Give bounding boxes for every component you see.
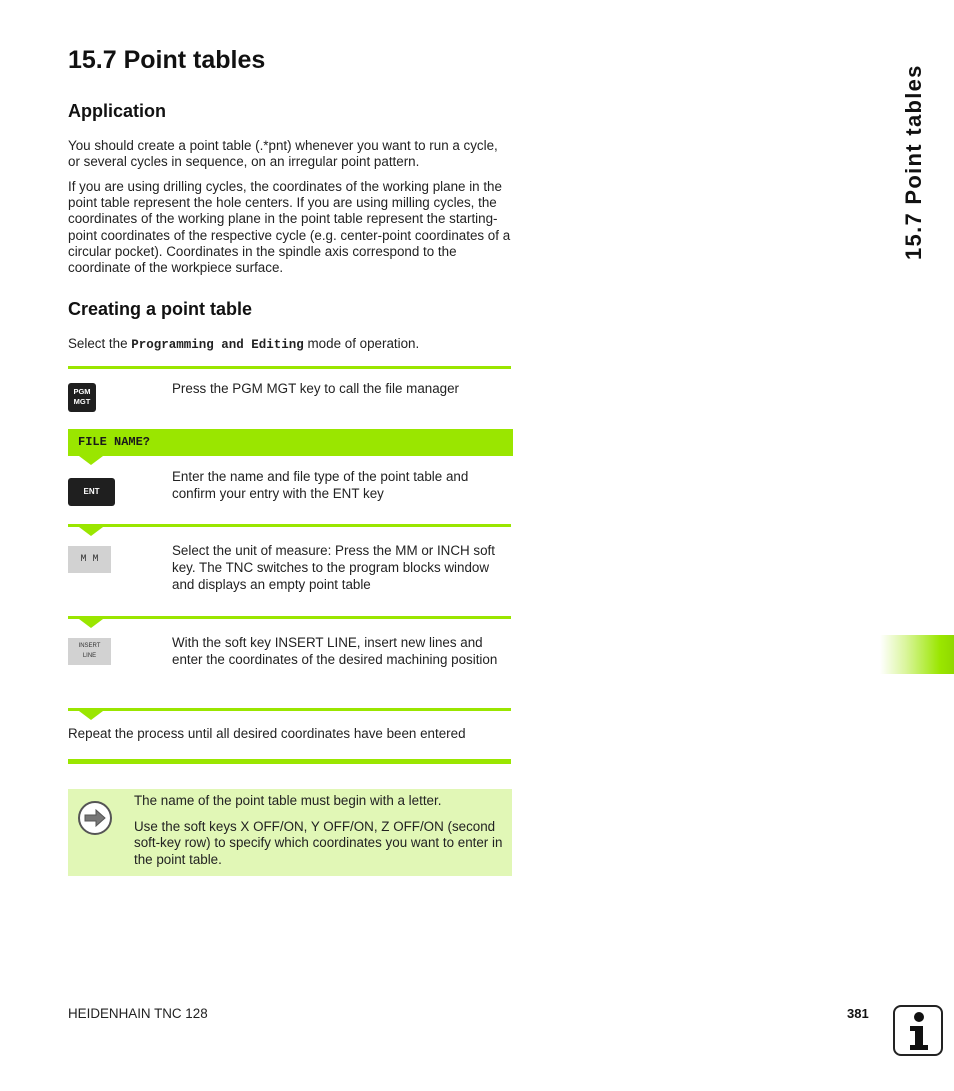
pgm-key-label-2: MGT: [73, 397, 91, 406]
step-ent-text: Enter the name and file type of the point table and confirm your entry with the ENT key: [172, 469, 469, 502]
step-pgm-text: Press the PGM MGT key to call the file manager: [172, 381, 460, 396]
application-paragraph-2: If you are using drilling cycles, the coordinates of the working plane in the point table represent the hole centers. If you are using milling cycles, the coordinates of the working plane in the point table represent the starting-point coordinates of the respective cycle (e.g. center-point coordinates of a circular pocket). Coordinates in the spindle axis correspond to the coordinate of the workpiece surface.: [68, 179, 511, 276]
prompt-bar: [68, 429, 513, 456]
note-line-1: The name of the point table must begin with a letter.: [134, 793, 442, 808]
ent-key[interactable]: ENT: [68, 478, 115, 506]
page-title: 15.7 Point tables: [68, 46, 266, 74]
heading-application: Application: [68, 101, 166, 121]
creating-intro-before: Select the: [68, 336, 132, 351]
section-end-bar: [68, 759, 511, 764]
heading-creating-point-table: Creating a point table: [68, 299, 253, 319]
note-line-2: Use the soft keys X OFF/ON, Y OFF/ON, Z OFF/ON (second soft-key row) to specify which coordinates you want to enter in the point table.: [134, 819, 503, 867]
step-divider: [68, 708, 511, 711]
insert-key-label-1: INSERT: [78, 643, 101, 649]
repeat-text: Repeat the process until all desired coordinates have been entered: [68, 726, 466, 741]
step-arrow: [79, 711, 103, 720]
pgm-key-label-1: PGM: [73, 387, 91, 396]
step-arrow: [79, 527, 103, 536]
info-icon[interactable]: [893, 1005, 943, 1056]
step-divider: [68, 524, 511, 527]
page-number: 381: [847, 1006, 869, 1021]
step-divider: [68, 616, 511, 619]
mode-name: Programming and Editing: [131, 338, 304, 352]
step-mm-text: Select the unit of measure: Press the MM or INCH soft key. The TNC switches to the program blocks window and displays an empty point table: [172, 543, 495, 593]
side-chapter-title: 15.7 Point tables: [901, 64, 926, 260]
chapter-tab: [880, 635, 954, 674]
step-divider: [68, 366, 511, 369]
arrow-right-icon: [78, 801, 112, 835]
pgm-mgt-key[interactable]: [68, 383, 96, 412]
creating-intro: [68, 336, 513, 353]
step-arrow: [79, 619, 103, 628]
mm-softkey[interactable]: M M: [68, 546, 111, 573]
creating-intro-after: mode of operation.: [303, 336, 420, 351]
footer-manual-name: HEIDENHAIN TNC 128: [68, 1006, 208, 1021]
insert-line-softkey[interactable]: [68, 638, 111, 665]
application-paragraph-1: You should create a point table (.*pnt) whenever you want to run a cycle, or several cycles in sequence, on an irregular point pattern.: [68, 138, 498, 170]
step-insert-text: With the soft key INSERT LINE, insert new lines and enter the coordinates of the desired machining position: [172, 635, 498, 668]
prompt-text: FILE NAME?: [78, 435, 151, 449]
insert-key-label-2: LINE: [82, 653, 97, 659]
step-arrow: [79, 456, 103, 465]
